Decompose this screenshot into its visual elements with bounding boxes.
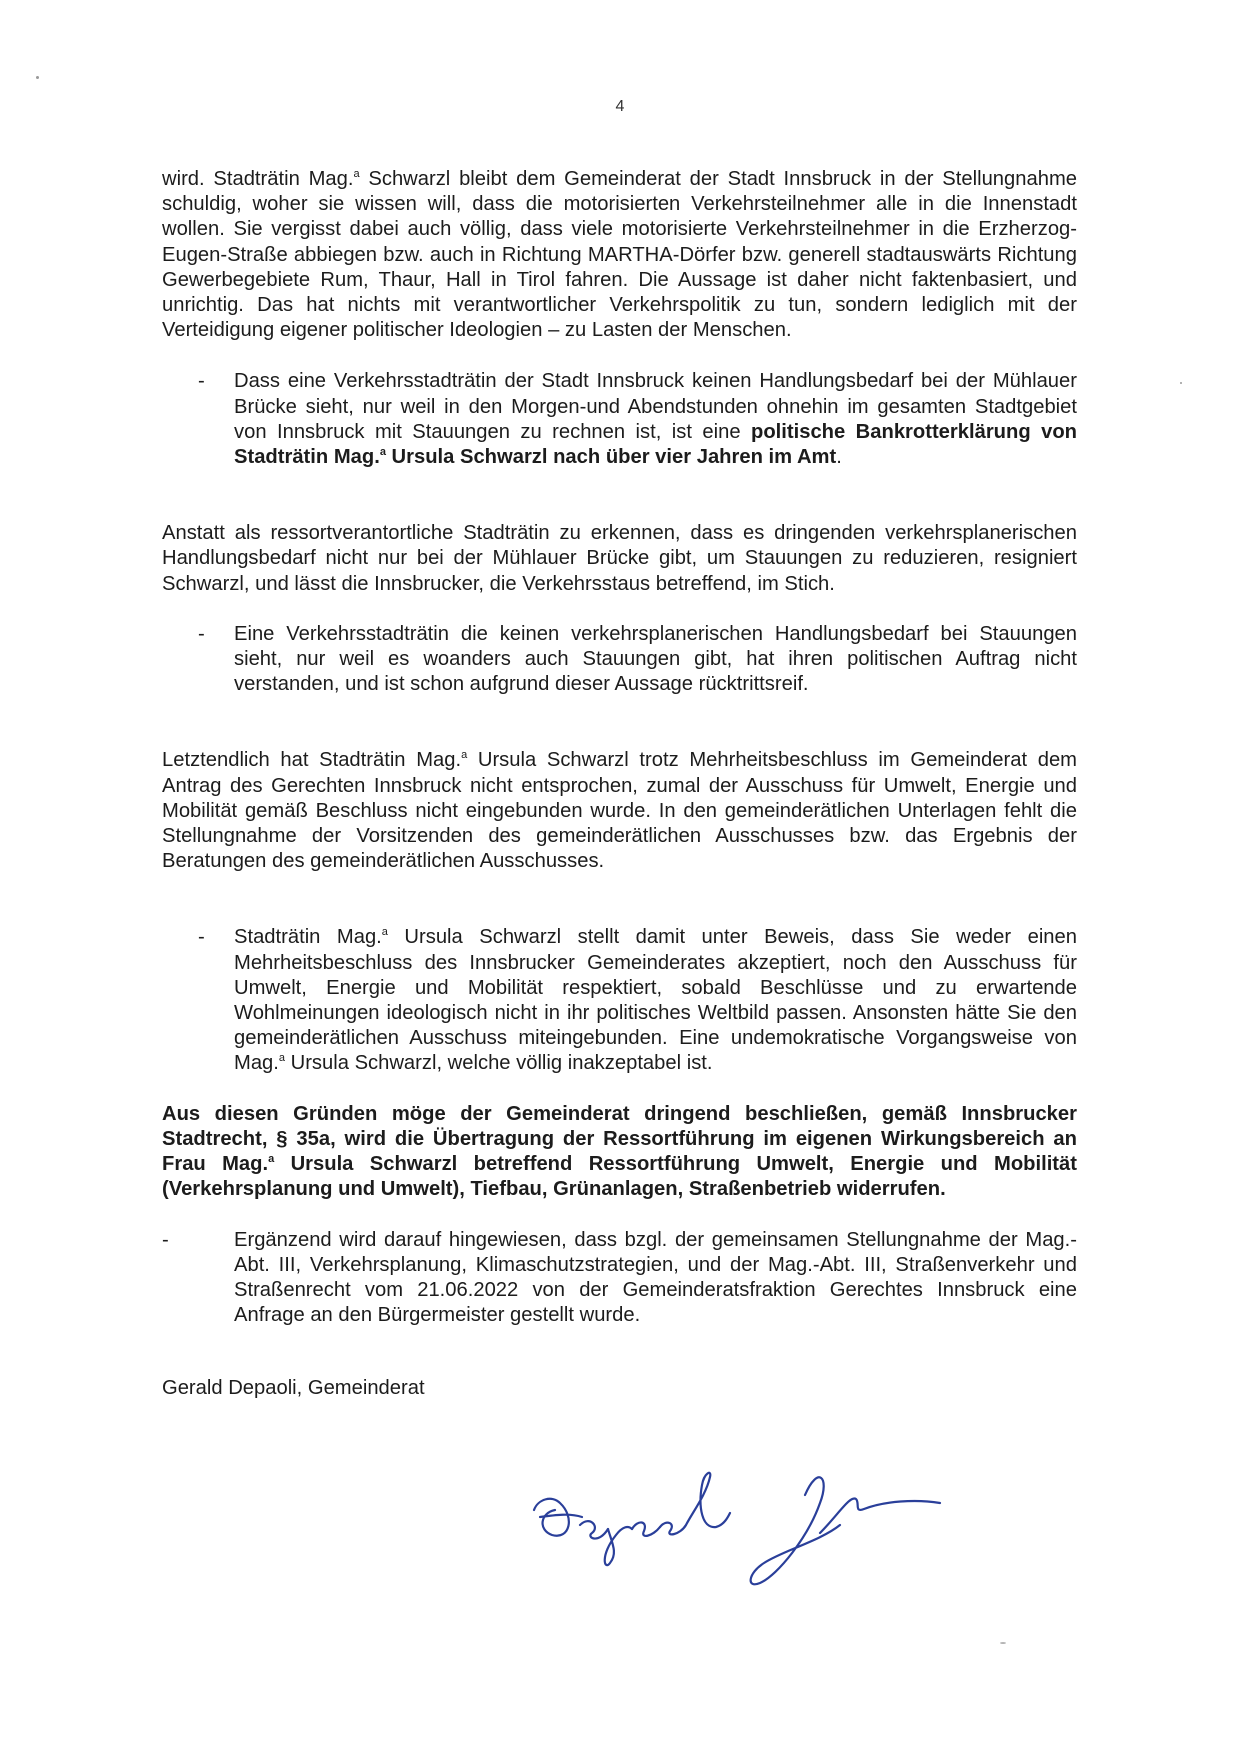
bullet-2: - Eine Verkehrsstadträtin die keinen verkehrsplanerischen Handlungsbedarf bei Stauungen sieht, nur weil es woanders auch Stauungen gibt, hat ihren politischen Auftrag nicht verstanden, und ist schon aufgrund dieser Aussage rücktrittsreif.: [198, 622, 1077, 696]
bullet-1: - Dass eine Verkehrsstadträtin der Stadt Innsbruck keinen Handlungsbedarf bei der Mühlauer Brücke sieht, nur weil in den Morgen-und Abendstunden ohnehin im gesamten Stadtgebiet von Innsbruck mit Stauungen zu rechnen ist, ist eine politische Bankrotterklärung von Stadträtin Mag.$^a$ Ursula Schwarzl nach über vier Jahren im Amt.: [198, 370, 1077, 469]
document-body: [162, 167, 1077, 1402]
paragraph-2: Anstatt als ressortverantortliche Stadträtin zu erkennen, dass es dringenden verkehrsplanerischen Handlungsbedarf nicht nur bei der Mühlauer Brücke gibt, um Stauungen zu reduzieren, resigniert Schwarzl, und lässt die Innsbrucker, die Verkehrsstaus betreffend, im Stich.: [162, 522, 1077, 595]
paragraph-4-motion: Aus diesen Gründen möge der Gemeinderat dringend beschließen, gemäß Innsbrucker Stadtrecht, § 35a, wird die Übertragung der Ressortführung im eigenen Wirkungsbereich an Frau Mag.$^a$ Ursula Schwarzl betreffend Ressortführung Umwelt, Energie und Mobilität (Verkehrsplanung und Umwelt), Tiefbau, Grünanlagen, Straßenbetrieb widerrufen.: [162, 1102, 1077, 1201]
paragraph-3: Letztendlich hat Stadträtin Mag.$^a$ Ursula Schwarzl trotz Mehrheitsbeschluss im Gemeinderat dem Antrag des Gerechten Innsbruck nicht entsprochen, zumal der Ausschuss für Umwelt, Energie und Mobilität gemäß Beschluss nicht eingebunden wurde. In den gemeinderätlichen Unterlagen fehlt die Stellungnahme der Vorsitzenden des gemeinderätlichen Ausschusses bzw. das Ergebnis der Beratungen des gemeinderätlichen Ausschusses.: [162, 749, 1077, 873]
paragraph-1: wird. Stadträtin Mag.$^a$ Schwarzl bleibt dem Gemeinderat der Stadt Innsbruck in der Stellungnahme schuldig, woher sie wissen will, dass die motorisierten Verkehrsteilnehmer alle in die Innenstadt wollen. Sie vergisst dabei auch völlig, dass viele motorisierte Verkehrsteilnehmer in die Erzherzog-Eugen-Straße abbiegen bzw. auch in Richtung MARTHA-Dörfer bzw. generell stadtauswärts Richtung Gewerbegebiete Rum, Thaur, Hall in Tirol fahren. Die Aussage ist daher nicht faktenbasiert, und unrichtig. Das hat nichts mit verantwortlicher Verkehrspolitik zu tun, sondern lediglich mit der Verteidigung eigener politischer Ideologien – zu Lasten der Menschen.: [162, 168, 1077, 342]
bullet-4: - Ergänzend wird darauf hingewiesen, dass bzgl. der gemeinsamen Stellungnahme der Mag.-Abt. III, Verkehrsplanung, Klimaschutzstrategien, und der Mag.-Abt. III, Straßenverkehr und Straßenrecht vom 21.06.2022 von der Gemeinderatsfraktion Gerechtes Innsbruck eine Anfrage an den Bürgermeister gestellt wurde.: [162, 1228, 1077, 1327]
bullet-3: - Stadträtin Mag.$^a$ Ursula Schwarzl stellt damit unter Beweis, dass Sie weder einen Mehrheitsbeschluss des Innsbrucker Gemeinderates akzeptiert, noch den Ausschuss für Umwelt, Energie und Mobilität respektiert, sobald Beschlüsse und zu erwartende Wohlmeinungen ideologisch nicht in ihr politisches Weltbild passen. Ansonsten hätte Sie den gemeinderätlichen Ausschuss miteingebunden. Eine undemokratische Vorgangsweise von Mag.$^a$ Ursula Schwarzl, welche völlig inakzeptabel ist.: [198, 926, 1077, 1075]
handwritten-signature: [520, 1455, 970, 1605]
signatory-name: Gerald Depaoli, Gemeinderat: [162, 1377, 425, 1400]
page-number: 4: [615, 98, 625, 115]
